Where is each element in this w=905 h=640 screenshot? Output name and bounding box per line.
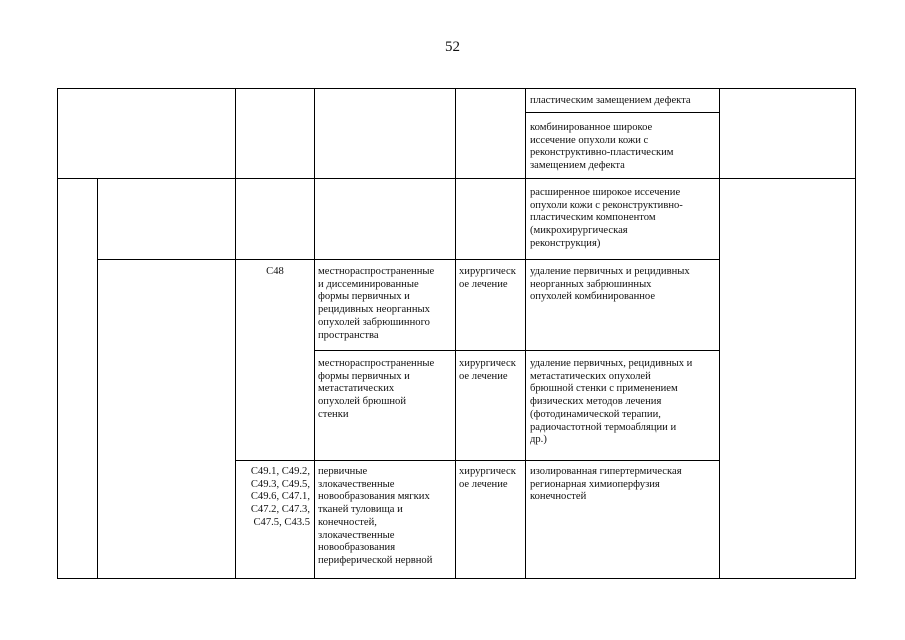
row-divider-abdominal-wall [314,350,720,351]
treatment-method-cell: удаление первичных и рецидивных неорганных забрюшинных опухолей комбинированное [530,266,690,303]
icd-code-cell: C48 [266,266,284,277]
icd-code-cell: C49.1, C49.2, C49.3, C49.5, C49.6, C47.1, C47.2, C47.3, C47.5, C43.5 [250,466,310,528]
diagnosis-cell: местнораспространенные и диссеминированные формы первичных и рецидивных неорганных опухолей забрюшинного пространства [318,266,435,341]
row-divider-soft-tissue [235,460,720,461]
row-divider-method-1 [525,112,720,113]
treatment-method-cell: изолированная гипертермическая регионарная химиоперфузия конечностей [530,466,682,503]
treatment-type-cell: хирургическ ое лечение [459,358,516,382]
column-divider-2 [235,88,236,579]
treatment-type-cell: хирургическ ое лечение [459,266,516,290]
table-right-border [855,88,856,579]
treatment-type-cell: хирургическ ое лечение [459,466,516,490]
diagnosis-cell: первичные злокачественные новообразования мягких тканей туловища и конечностей, злокачественные новообразования периферической нервной [318,466,433,566]
treatment-method-cell: комбинированное широкое иссечение опухоли кожи с реконструктивно-пластическим замещением дефекта [530,122,674,172]
table-bottom-border [57,578,856,579]
table-left-border [57,88,58,579]
treatment-method-cell: пластическим замещением дефекта [530,95,691,106]
row-divider-c48 [97,259,720,260]
row-divider-section [57,178,856,179]
column-divider-4 [455,88,456,579]
column-divider-5 [525,88,526,579]
treatment-method-cell: расширенное широкое иссечение опухоли кожи с реконструктивно- пластическим компонентом (микрохирургическая реконструкция) [530,187,683,249]
table-top-border [57,88,856,89]
diagnosis-cell: местнораспространенные формы первичных и метастатических опухолей брюшной стенки [318,358,435,420]
column-divider-6 [719,88,720,579]
treatment-method-cell: удаление первичных, рецидивных и метастатических опухолей брюшной стенки с применением физических методов лечения (фотодинамической терапии, радиочастотной термоабляции и др.) [530,358,693,446]
column-divider-3 [314,88,315,579]
page-number: 52 [445,39,460,55]
column-divider-1 [97,178,98,579]
